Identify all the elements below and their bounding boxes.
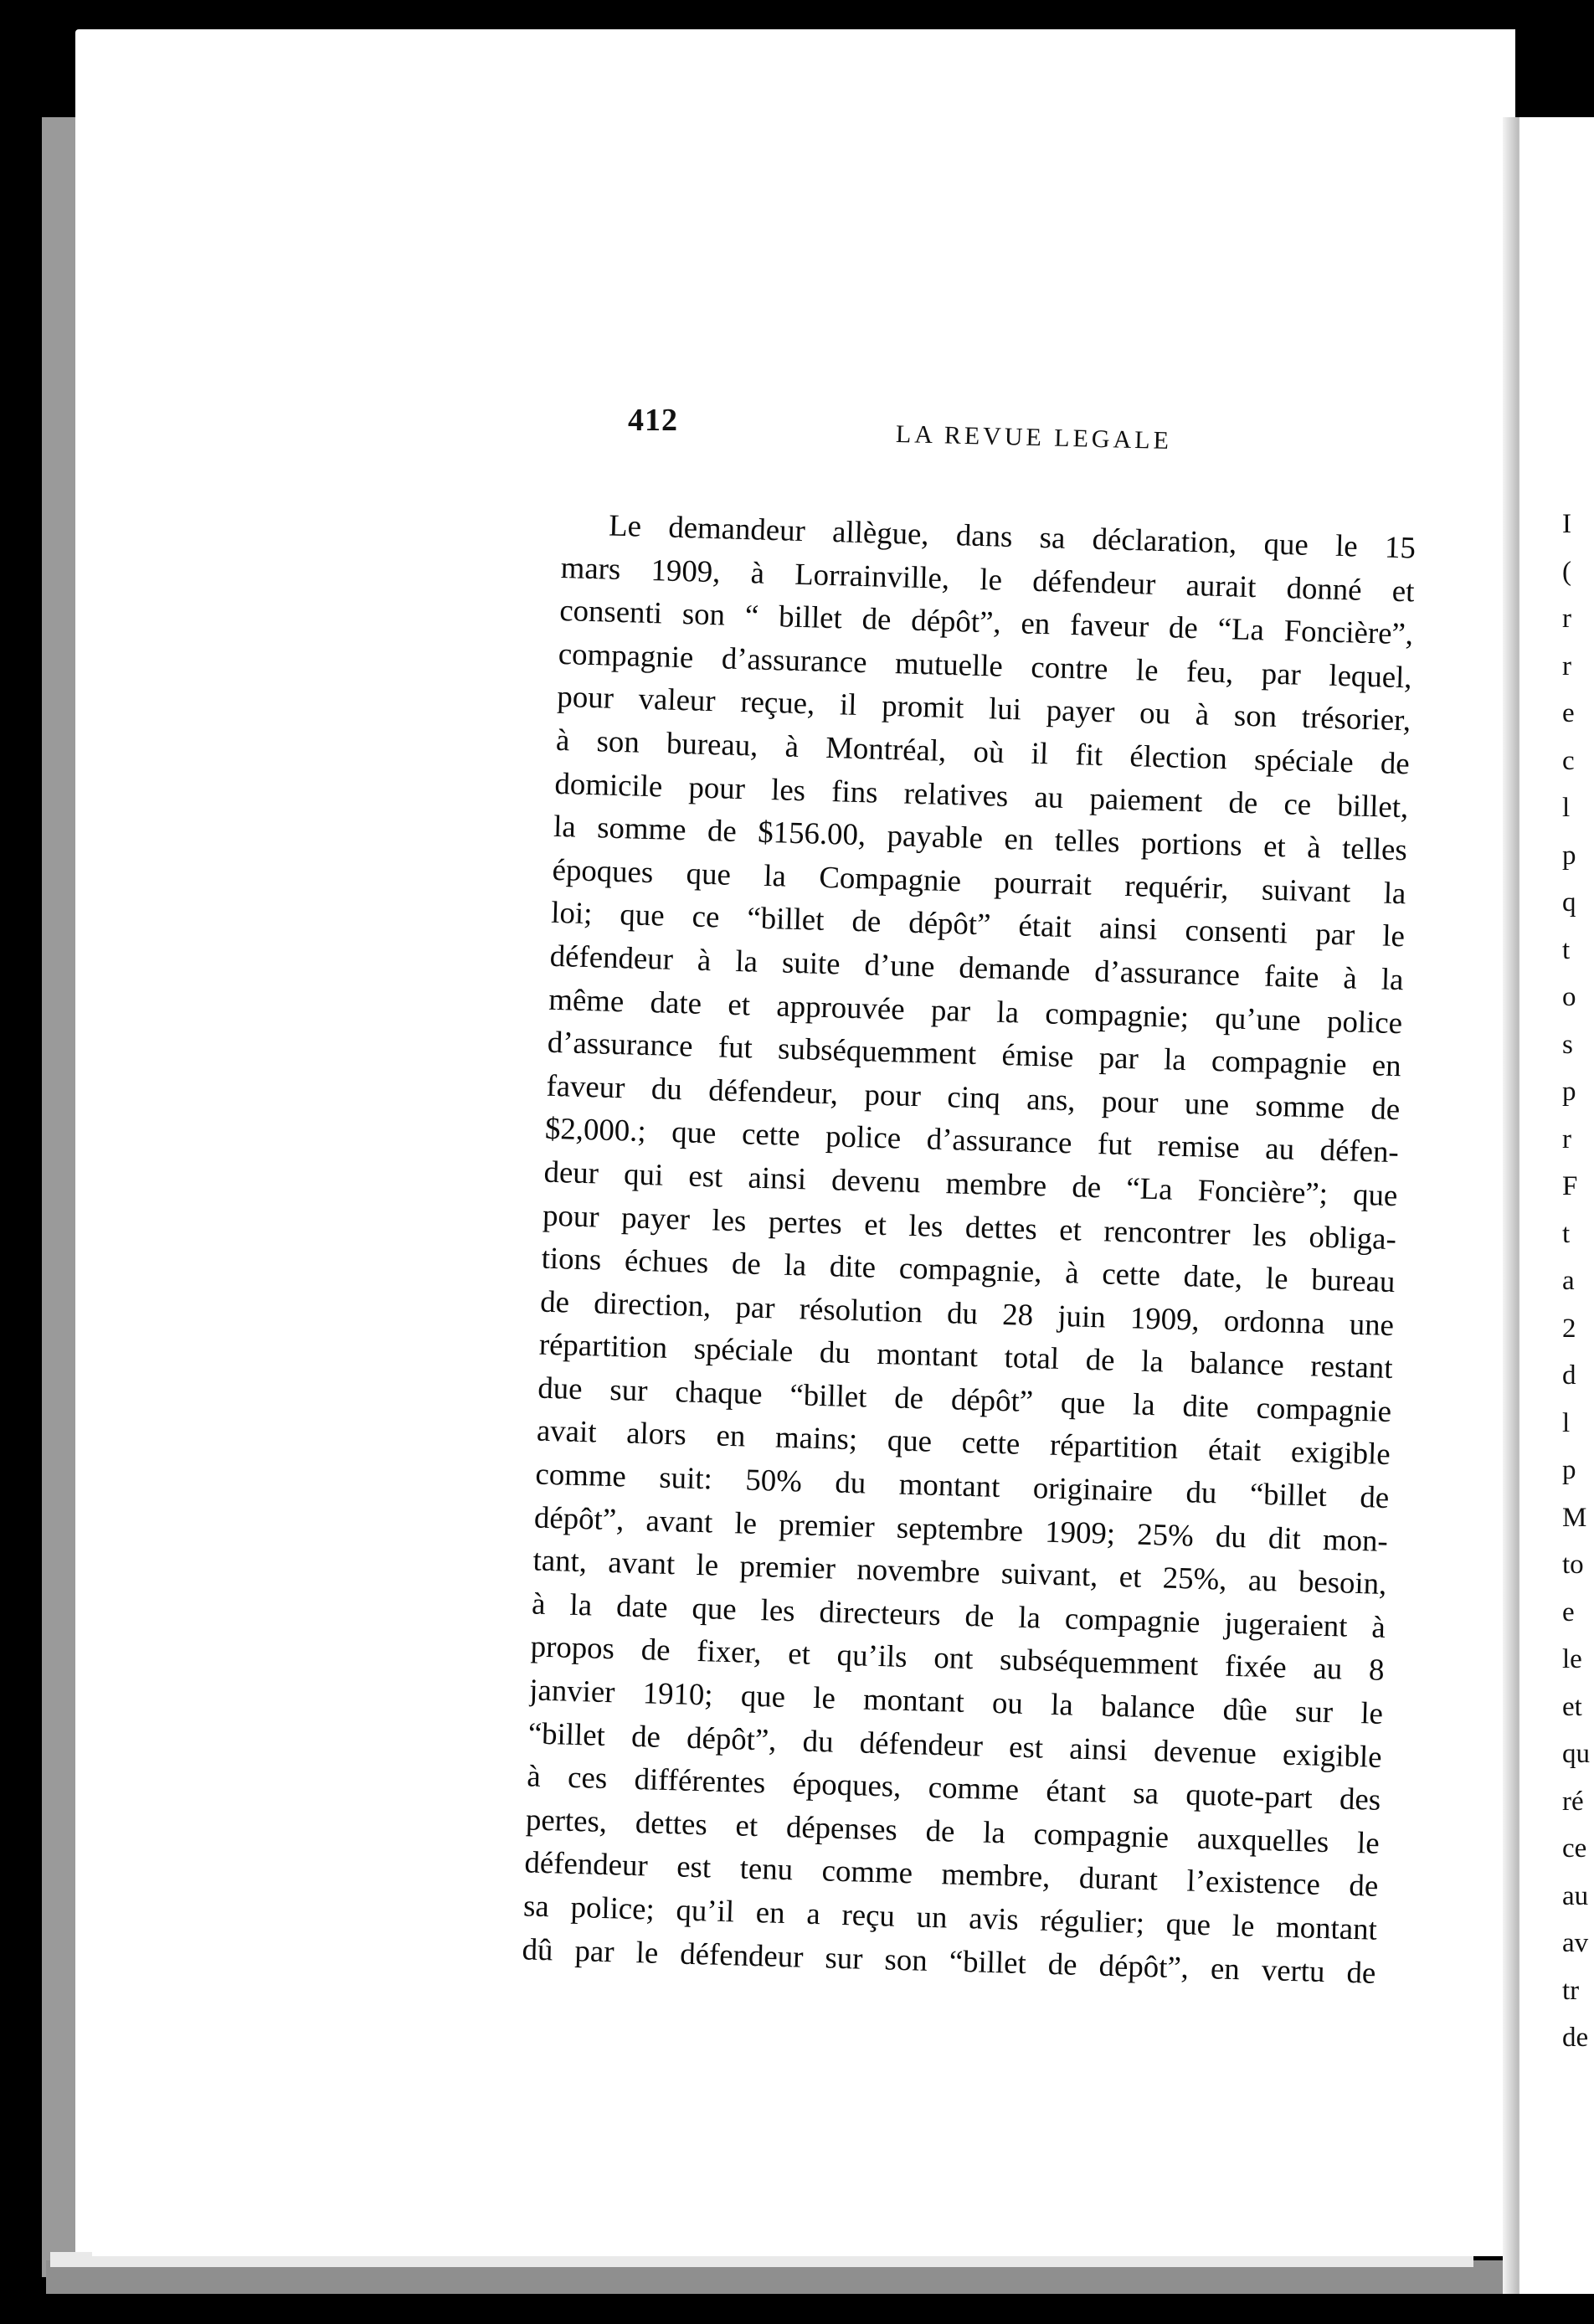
text-line: la somme de $156.00, payable en telles portions et à telles	[553, 809, 1408, 867]
text-line: $2,000.; que cette police d’assurance fut remise au défen-	[544, 1111, 1400, 1170]
text-line: Le demandeur allègue, dans sa déclaration, que le 15	[608, 507, 1417, 565]
facing-text-fragment: 2	[1562, 1314, 1576, 1344]
facing-text-fragment: d	[1562, 1360, 1576, 1391]
text-line: comme suit: 50% du montant originaire du “billet de	[535, 1456, 1390, 1515]
facing-text-fragment: av	[1562, 1928, 1589, 1958]
facing-text-fragment: o	[1562, 982, 1576, 1012]
facing-text-fragment: le	[1562, 1644, 1582, 1674]
facing-text-fragment: r	[1562, 604, 1571, 634]
facing-text-fragment: t	[1562, 935, 1571, 965]
body-paragraph	[522, 502, 1417, 1994]
text-line: pour payer les pertes et les dettes et rencontrer les obliga-	[542, 1197, 1397, 1256]
facing-text-fragment: e	[1562, 1597, 1575, 1627]
facing-text-fragment: M	[1562, 1503, 1587, 1533]
facing-page	[1519, 117, 1594, 2294]
running-title: LA REVUE LEGALE	[895, 420, 1173, 455]
facing-text-fragment: r	[1562, 651, 1571, 681]
text-line: janvier 1910; que le montant ou la balance dûe sur le	[528, 1672, 1384, 1730]
facing-text-fragment: c	[1562, 746, 1575, 776]
page-number: 412	[628, 403, 678, 438]
text-line: deur qui est ainsi devenu membre de “La Foncière”; que	[543, 1154, 1398, 1213]
text-line: tions échues de la dite compagnie, à cette date, le bureau	[541, 1240, 1396, 1299]
text-line: faveur du défendeur, pour cinq ans, pour une somme de	[545, 1067, 1401, 1126]
facing-text-fragment: de	[1562, 2023, 1589, 2053]
text-line: compagnie d’assurance mutuelle contre le feu, par lequel,	[558, 635, 1413, 695]
text-line: pour valeur reçue, il promit lui payer ou à son trésorier,	[556, 679, 1411, 738]
facing-text-fragment: p	[1562, 1077, 1576, 1107]
facing-text-fragment: et	[1562, 1692, 1582, 1722]
text-line: de direction, par résolution du 28 juin 1909, ordonna une	[539, 1283, 1395, 1342]
facing-text-fragment: l	[1562, 793, 1571, 823]
facing-text-fragment: tr	[1562, 1976, 1580, 2006]
text-line: tant, avant le premier novembre suivant, et 25%, au besoin,	[532, 1542, 1387, 1602]
text-line: avait alors en mains; que cette répartition était exigible	[536, 1413, 1391, 1472]
text-line: pertes, dettes et dépenses de la compagnie auxquelles le	[525, 1802, 1381, 1860]
facing-text-fragment: qu	[1562, 1739, 1590, 1769]
facing-text-fragment: s	[1562, 1030, 1573, 1060]
facing-text-fragment: p	[1562, 841, 1576, 871]
text-line: domicile pour les fins relatives au paiement de ce billet,	[554, 765, 1409, 824]
text-line: propos de fixer, et qu’ils ont subséquemment fixée au 8	[530, 1628, 1386, 1688]
facing-text-fragment: q	[1562, 887, 1576, 918]
text-line: “billet de dépôt”, du défendeur est ainsi devenue exigible	[527, 1715, 1383, 1774]
facing-text-fragment: p	[1562, 1455, 1576, 1485]
facing-text-fragment: to	[1562, 1550, 1584, 1580]
text-line: dû par le défendeur sur son “billet de dépôt”, en vertu de	[522, 1931, 1376, 1990]
text-line: à son bureau, à Montréal, où il fit élection spéciale de	[555, 722, 1411, 781]
facing-text-fragment: t	[1562, 1219, 1571, 1249]
facing-text-fragment: e	[1562, 698, 1575, 728]
facing-text-fragment: I	[1562, 509, 1571, 539]
text-line: défendeur à la suite d’une demande d’assurance faite à la	[549, 938, 1405, 997]
text-line: défendeur est tenu comme membre, durant l’existence de	[524, 1844, 1379, 1904]
text-line: époques que la Compagnie pourrait requérir, suivant la	[552, 851, 1406, 911]
text-line: à la date que les directeurs de la compagnie jugeraient à	[531, 1586, 1386, 1644]
facing-text-fragment: ré	[1562, 1787, 1584, 1817]
facing-text-fragment: a	[1562, 1266, 1575, 1296]
text-line: mars 1909, à Lorrainville, le défendeur aurait donné et	[560, 549, 1416, 609]
facing-text-fragment: r	[1562, 1124, 1571, 1154]
text-line: même date et approuvée par la compagnie; qu’une police	[548, 981, 1403, 1040]
text-line: répartition spéciale du montant total de la balance restant	[538, 1326, 1394, 1386]
text-line: due sur chaque “billet de dépôt” que la dite compagnie	[537, 1370, 1392, 1428]
facing-text-fragment: F	[1562, 1171, 1578, 1201]
facing-text-fragment: ce	[1562, 1833, 1587, 1864]
facing-text-fragment: l	[1562, 1408, 1571, 1438]
text-line: loi; que ce “billet de dépôt” était ainsi consenti par le	[550, 895, 1406, 954]
facing-text-fragment: (	[1562, 557, 1571, 587]
text-line: à ces différentes époques, comme étant sa quote-part des	[526, 1758, 1381, 1818]
text-line: consenti son “ billet de dépôt”, en faveur de “La Foncière”,	[558, 593, 1414, 651]
text-line: d’assurance fut subséquemment émise par la compagnie en	[547, 1024, 1402, 1083]
text-line: dépôt”, avant le premier septembre 1909; 25% du dit mon-	[533, 1499, 1389, 1558]
text-line: sa police; qu’il en a reçu un avis régulier; que le montant	[522, 1888, 1378, 1946]
facing-text-fragment: au	[1562, 1881, 1589, 1911]
